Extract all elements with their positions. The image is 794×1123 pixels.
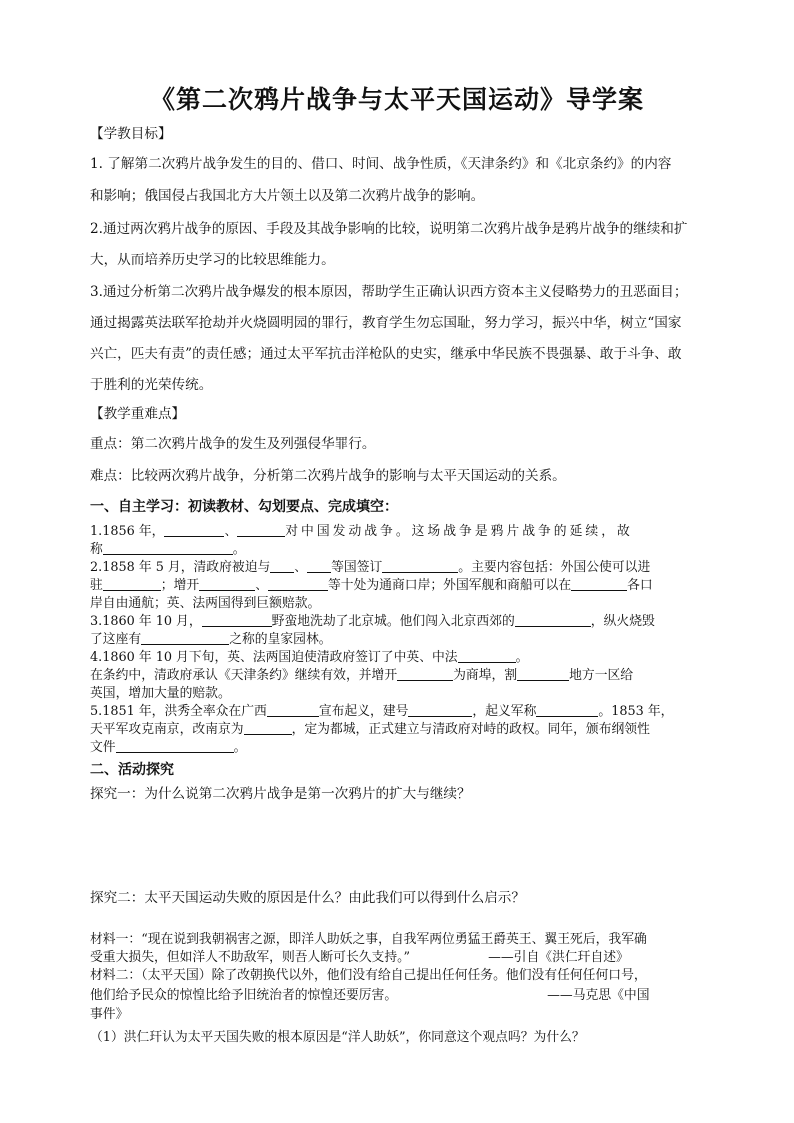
blank[interactable] [515, 612, 591, 627]
hard-point: 难点：比较两次鸦片战争，分析第二次鸦片战争的影响与太平天国运动的关系。 [90, 468, 566, 484]
blank[interactable] [270, 558, 294, 573]
blank[interactable] [199, 576, 255, 591]
goal-2-line-1: 2.通过两次鸦片战争的原因、手段及其战争影响的比较，说明第二次鸦片战争是鸦片战争的继续和扩 [90, 221, 688, 237]
blank[interactable] [408, 702, 472, 717]
section-header-key-points: 【教学重难点】 [90, 406, 186, 422]
blank[interactable] [517, 666, 569, 681]
blank[interactable] [103, 540, 233, 555]
blank[interactable] [103, 576, 161, 591]
blank[interactable] [141, 630, 229, 645]
material-2-line-3: 事件》 [90, 1007, 129, 1022]
part-1-title: 一、自主学习：初读教材、勾划要点、完成填空： [90, 499, 398, 515]
goal-3-line-2: 通过揭露英法联军抢劫并火烧圆明园的罪行，教育学生勿忘国耻，努力学习，振兴中华，树立“国家 [90, 315, 682, 331]
blank[interactable] [307, 558, 331, 573]
goal-3-line-4: 于胜利的光荣传统。 [90, 377, 213, 393]
question-5-line-1: 5.1851 年，洪秀全率众在广西 宣布起义，建号 ，起义军称 。1853 年， [90, 704, 674, 719]
goal-2-line-2: 大，从而培养历史学习的比较思维能力。 [90, 252, 335, 268]
blank[interactable] [116, 738, 234, 753]
question-4-line-1: 4.1860 年 10 月下旬，英、法两国迫使清政府签订了中英、中法 。 [90, 650, 529, 665]
blank[interactable] [458, 648, 516, 663]
explore-1: 探究一：为什么说第二次鸦片战争是第一次鸦片的扩大与继续？ [90, 786, 471, 802]
explore-2: 探究二：太平天国运动失败的原因是什么？由此我们可以得到什么启示？ [90, 890, 525, 906]
question-4-line-3: 英国，增加大量的赔款。 [90, 686, 231, 701]
part-2-title: 二、活动探究 [90, 762, 174, 778]
blank[interactable] [268, 576, 328, 591]
question-3-line-2: 了这座有 之称的皇家园林。 [90, 632, 332, 647]
material-1-line-2: 受重大损失，但如洋人不助敌军，则吾人断可长久支持。” ——引自《洪仁玕自述》 [90, 950, 629, 965]
blank[interactable] [536, 702, 598, 717]
goal-1-line-1: 1. 了解第二次鸦片战争发生的目的、借口、时间、战争性质，《天津条约》和《北京条约》的内容 [90, 156, 672, 172]
question-1-line-2: 称 。 [90, 542, 246, 557]
goal-1-line-2: 和影响；俄国侵占我国北方大片领土以及第二次鸦片战争的影响。 [90, 188, 485, 204]
blank[interactable] [202, 612, 272, 627]
question-1-line-1: 1.1856 年， 、 对中国发动战争。这场战争是鸦片战争的延续，故 [90, 524, 633, 539]
blank[interactable] [382, 558, 458, 573]
key-point: 重点：第二次鸦片战争的发生及列强侵华罪行。 [90, 436, 376, 452]
question-2-line-2: 驻 ；增开 、 等十处为通商口岸；外国军舰和商船可以在 各口 [90, 578, 653, 593]
blank[interactable] [397, 666, 453, 681]
section-header-goals: 【学教目标】 [90, 126, 172, 142]
final-question: （1）洪仁玕认为太平天国失败的根本原因是“洋人助妖”，你同意这个观点吗？为什么？ [90, 1030, 585, 1045]
goal-3-line-3: 兴亡，匹夫有责”的责任感；通过太平军抗击洋枪队的史实，继承中华民族不畏强暴、敢于斗争、敢 [90, 346, 682, 362]
page-title: 《第二次鸦片战争与太平天国运动》导学案 [149, 85, 644, 114]
question-2-line-3: 岸自由通航；英、法两国得到巨额赔款。 [90, 596, 321, 611]
goal-3-line-1: 3.通过分析第二次鸦片战争爆发的根本原因，帮助学生正确认识西方资本主义侵略势力的丑恶面目； [90, 284, 688, 300]
material-2-line-2: 他们给予民众的惊惶比给予旧统治者的惊惶还要厉害。 ——马克思《中国 [90, 988, 650, 1003]
question-5-line-2: 天平军攻克南京，改南京为 ，定为都城，正式建立与清政府对峙的政权。同年，颁布纲领性 [90, 722, 650, 737]
material-2-line-1: 材料二：（太平天国）除了改朝换代以外，他们没有给自己提出任何任务。他们没有任何任何口号， [90, 968, 647, 983]
question-4-line-2: 在条约中，清政府承认《天津条约》继续有效，并增开 为商埠，割 地方一区给 [90, 668, 634, 683]
material-1-line-1: 材料一：“现在说到我朝祸害之源，即洋人助妖之事，自我军两位勇猛王爵英王、翼王死后，我军确 [90, 932, 647, 947]
question-5-line-3: 文件 。 [90, 740, 247, 755]
blank[interactable] [267, 702, 319, 717]
blank[interactable] [164, 522, 224, 537]
question-3-line-1: 3.1860 年 10 月， 野蛮地洗劫了北京城。他们闯入北京西郊的 ，纵火烧毁 [90, 614, 655, 629]
blank[interactable] [571, 576, 627, 591]
question-2-line-1: 2.1858 年 5 月，清政府被迫与 、 等国签订 。主要内容包括：外国公使可以进 [90, 560, 651, 575]
blank[interactable] [237, 522, 285, 537]
blank[interactable] [244, 720, 292, 735]
